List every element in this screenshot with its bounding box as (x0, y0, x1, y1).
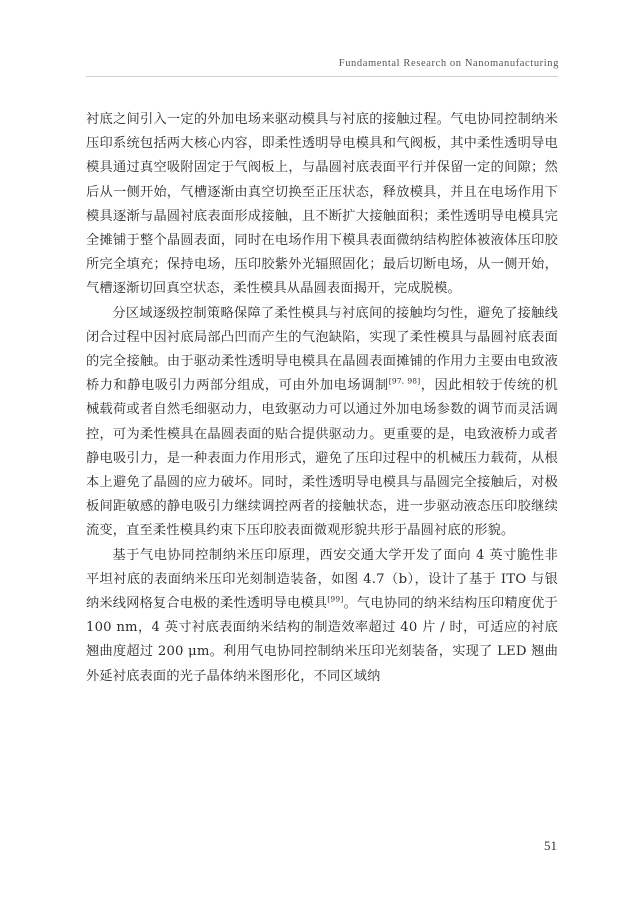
header-rule (86, 76, 558, 77)
paragraph (86, 302, 558, 544)
paragraph (86, 544, 558, 689)
running-header: Fundamental Research on Nanomanufacturing (338, 58, 559, 69)
paragraph (86, 108, 558, 302)
paragraph-text: 基于气电协同控制纳米压印原理，西安交通大学开发了面向 4 英寸脆性非平坦衬底的表面纳米压印光刻制造装备，如图 4.7（b），设计了基于 ITO 与银纳米线网格复合电极的柔性透明导电模具 (86, 547, 558, 612)
citation-ref: [99] (327, 594, 344, 604)
citation-ref: [97, 98] (388, 376, 421, 386)
body-text (86, 108, 558, 689)
paragraph-text: 。气电协同的纳米结构压印精度优于 100 nm，4 英寸衬底表面纳米结构的制造效率超过 40 片 / 时，可适应的衬底翘曲度超过 200 μm。利用气电协同控制纳米压印光刻装备，实现了 LED 翘曲外延衬底表面的光子晶体纳米图形化，不同区域纳 (86, 596, 558, 684)
paragraph-text: 分区域逐级控制策略保障了柔性模具与衬底间的接触均匀性，避免了接触线闭合过程中因衬底局部凸凹而产生的气泡缺陷，实现了柔性模具与晶圆衬底表面的完全接触。由于驱动柔性透明导电模具在晶圆表面摊铺的作用力主要由电致液桥力和静电吸引力两部分组成，可由外加电场调制 (86, 305, 558, 394)
page-number: 51 (544, 838, 557, 853)
paragraph-text: 衬底之间引入一定的外加电场来驱动模具与衬底的接触过程。气电协同控制纳米压印系统包括两大核心内容，即柔性透明导电模具和气阀板，其中柔性透明导电模具通过真空吸附固定于气阀板上，与晶圆衬底表面平行并保留一定的间隙；然后从一侧开始，气槽逐渐由真空切换至正压状态，释放模具，并且在电场作用下模具逐渐与晶圆衬底表面形成接触，且不断扩大接触面积；柔性透明导电模具完全摊铺于整个晶圆表面，同时在电场作用下模具表面微纳结构腔体被液体压印胶所完全填充；保持电场，压印胶紫外光辐照固化；最后切断电场，从一侧开始，气槽逐渐切回真空状态，柔性模具从晶圆表面揭开，完成脱模。 (86, 112, 558, 297)
paragraph-text: ，因此相较于传统的机械载荷或者自然毛细驱动力，电致驱动力可以通过外加电场参数的调节而灵活调控，可为柔性模具在晶圆表面的贴合提供驱动力。更重要的是，电致液桥力或者静电吸引力，是一种表面力作用形式，避免了压印过程中的机械压力载荷，从根本上避免了晶圆的应力破坏。同时，柔性透明导电模具与晶圆完全接触后，对极板间距敏感的静电吸引力继续调控两者的接触状态，进一步驱动液态压印胶继续流变，直至柔性模具约束下压印胶表面微观形貌共形于晶圆衬底的形貌。 (86, 378, 559, 539)
